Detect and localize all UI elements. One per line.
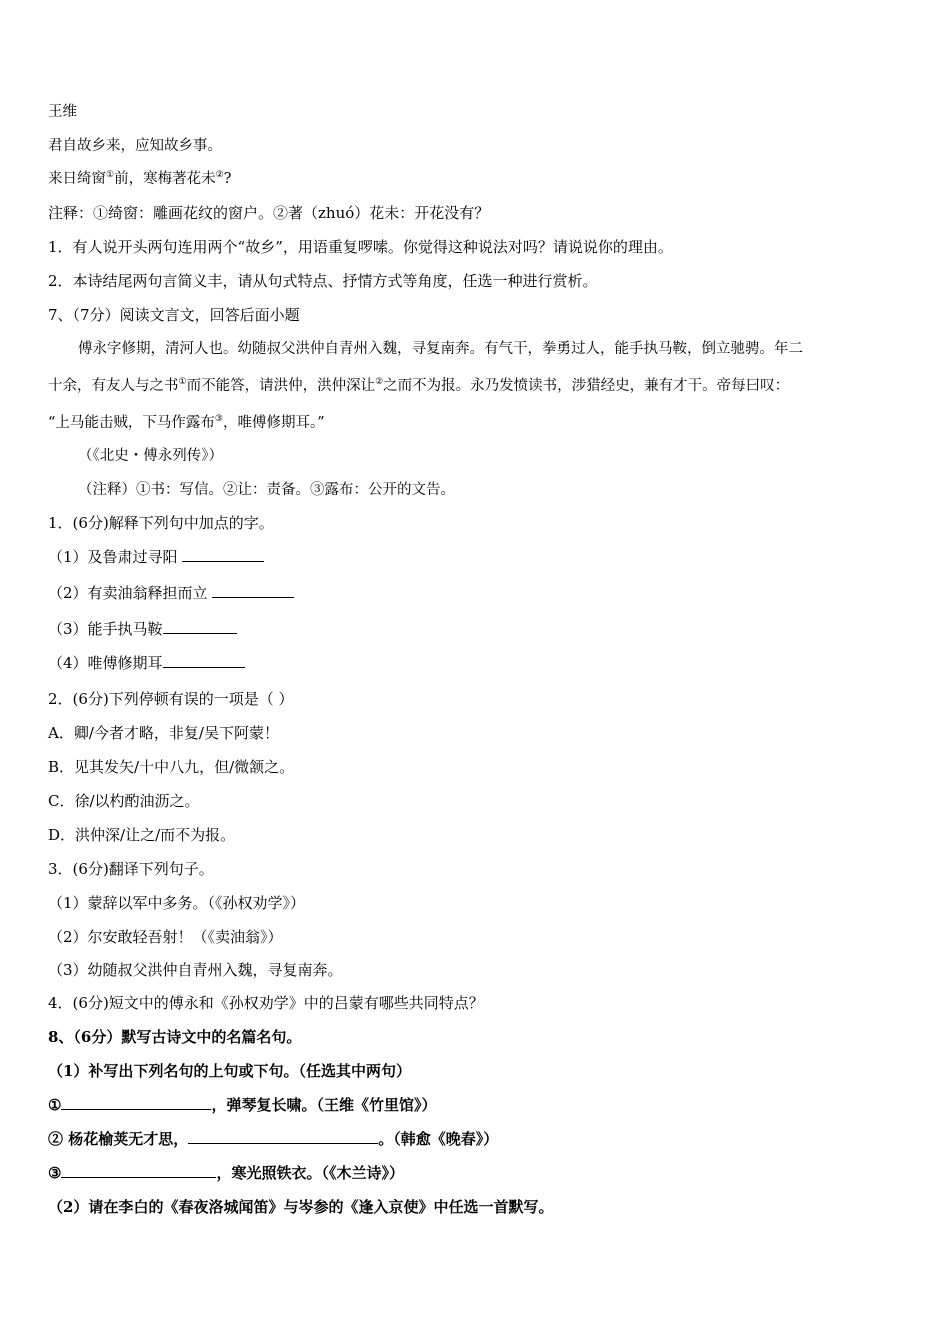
q7-sub-1-item-2: （2）有卖油翁释担而立: [48, 583, 294, 603]
answer-blank[interactable]: [61, 1163, 216, 1178]
poem-author: 王维: [48, 104, 77, 120]
q7-passage-line-2: 十余，有友人与之书①而不能答，请洪仲，洪仲深让②之而不为报。永乃发愤读书，涉猎经史，兼有才干。帝每曰叹：: [48, 377, 790, 394]
q8-line-2: ② 杨花榆荚无才思， 。（韩愈《晚春》）: [48, 1130, 499, 1148]
q7-option-a: A．卿/今者才略，非复/吴下阿蒙！: [48, 724, 279, 742]
q7-translate-3: （3）幼随叔父洪仲自青州入魏，寻复南奔。: [48, 961, 343, 979]
q7-sub-1: 1．(6分)解释下列句中加点的字。: [48, 514, 274, 532]
q7-sub-1-item-3: （3）能手执马鞍: [48, 619, 237, 639]
q7-sub-4: 4．(6分)短文中的傅永和《孙权劝学》中的吕蒙有哪些共同特点？: [48, 994, 484, 1012]
poem-question-1: 1．有人说开头两句连用两个“故乡”，用语重复啰嗦。你觉得这种说法对吗？请说说你的理由。: [48, 238, 673, 256]
q7-source: （《北史・傅永列传》）: [78, 448, 223, 464]
q8-heading: 8、（6分）默写古诗文中的名篇名句。: [48, 1028, 302, 1046]
q7-sub-3: 3．(6分)翻译下列句子。: [48, 860, 214, 878]
q7-notes: （注释）①书：写信。②让：责备。③露布：公开的文告。: [78, 482, 455, 498]
poem-line-1: 君自故乡来，应知故乡事。: [48, 138, 222, 154]
q8-line-3: ③ ，寒光照铁衣。（《木兰诗》）: [48, 1164, 404, 1182]
poem-note: 注释：①绮窗：雕画花纹的窗户。②著（zhuó）花未：开花没有？: [48, 204, 490, 222]
answer-blank[interactable]: [61, 1095, 211, 1110]
q7-sub-1-item-1: （1）及鲁肃过寻阳: [48, 547, 264, 567]
poem-line-2: 来日绮窗①前，寒梅著花未②?: [48, 170, 232, 187]
q7-sub-2: 2．(6分)下列停顿有误的一项是（ ）: [48, 690, 294, 708]
answer-blank[interactable]: [212, 583, 294, 598]
poem-question-2: 2．本诗结尾两句言简义丰，请从句式特点、抒情方式等角度，任选一种进行赏析。: [48, 272, 598, 290]
q7-option-c: C．徐/以杓酌油沥之。: [48, 792, 200, 810]
q7-translate-2: （2）尔安敢轻吾射！（《卖油翁》）: [48, 928, 283, 946]
q7-option-d: D．洪仲深/让之/而不为报。: [48, 826, 236, 844]
q8-part-1: （1）补写出下列名句的上句或下句。（任选其中两句）: [48, 1062, 411, 1080]
answer-blank[interactable]: [163, 619, 237, 634]
q7-sub-1-item-4: （4）唯傅修期耳: [48, 653, 245, 673]
q7-option-b: B．见其发矢/十中八九，但/微颔之。: [48, 758, 295, 776]
q7-translate-1: （1）蒙辞以军中多务。（《孙权劝学》）: [48, 894, 306, 912]
q8-line-1: ① ，弹琴复长啸。（王维《竹里馆》）: [48, 1096, 437, 1114]
q7-passage-line-1: 傅永字修期，清河人也。幼随叔父洪仲自青州入魏，寻复南奔。有气干，拳勇过人，能手执马鞍，倒立驰骋。年二: [78, 341, 803, 357]
q7-heading: 7、（7分）阅读文言文，回答后面小题: [48, 306, 300, 324]
answer-blank[interactable]: [188, 1129, 378, 1144]
q7-passage-line-3: “上马能击贼，下马作露布③，唯傅修期耳。”: [48, 414, 325, 431]
q8-part-2: （2）请在李白的《春夜洛城闻笛》与岑参的《逢入京使》中任选一首默写。: [48, 1198, 554, 1216]
answer-blank[interactable]: [163, 653, 245, 668]
answer-blank[interactable]: [182, 547, 264, 562]
